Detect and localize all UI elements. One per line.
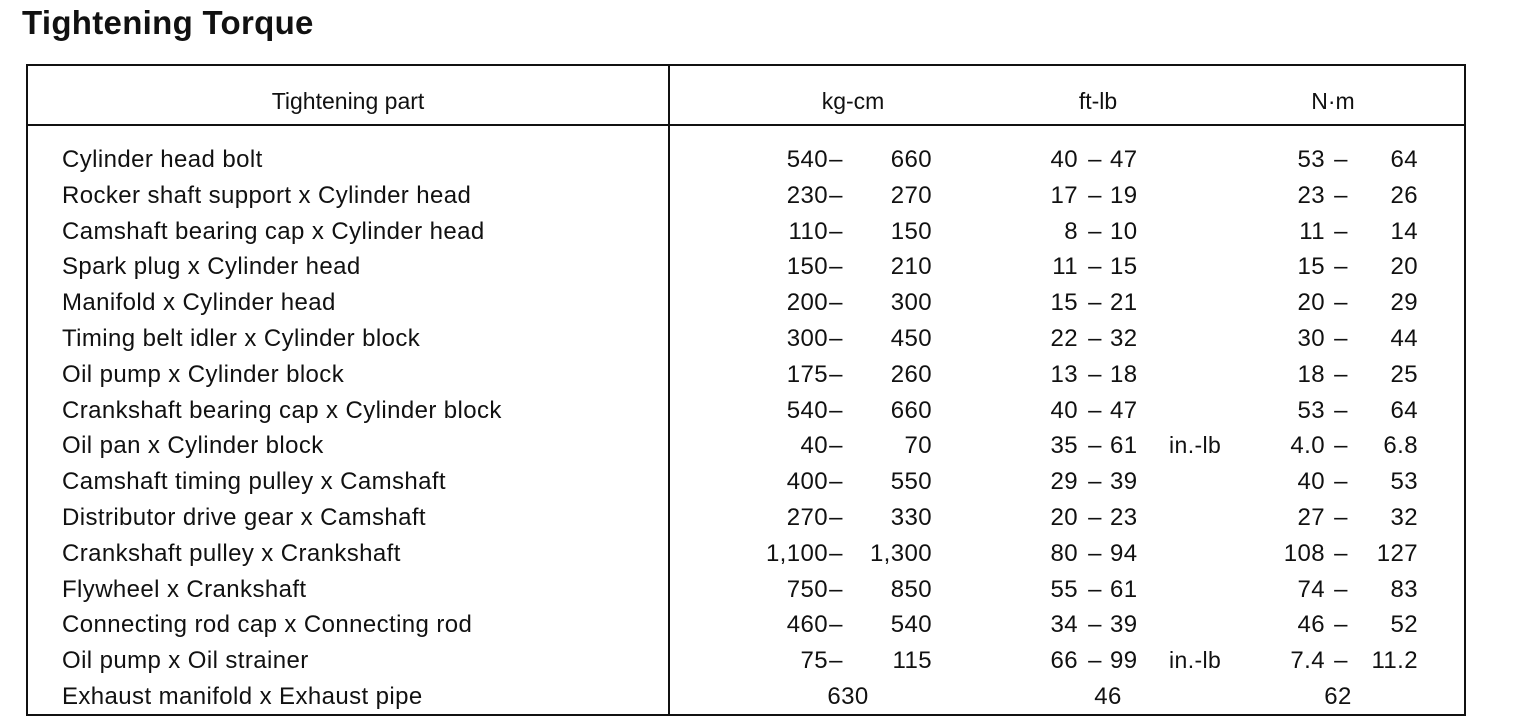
kg-cm-max: 300: [890, 289, 932, 317]
n-m-max: 64: [1390, 396, 1418, 424]
range-dash: –: [1334, 253, 1348, 281]
torque-table: [26, 64, 1466, 716]
tightening-part-name: Crankshaft bearing cap x Cylinder block: [62, 396, 502, 424]
n-m-min: 46: [1297, 611, 1325, 639]
n-m-value: 62: [1324, 682, 1352, 710]
ft-lb-min: 34: [1050, 611, 1078, 639]
kg-cm-min: 175: [786, 360, 828, 388]
table-row: [28, 468, 1464, 504]
range-dash: –: [829, 217, 843, 245]
range-dash: –: [829, 611, 843, 639]
tightening-part-name: Camshaft bearing cap x Cylinder head: [62, 217, 485, 245]
n-m-min: 53: [1297, 396, 1325, 424]
table-row: [28, 361, 1464, 397]
kg-cm-max: 1,300: [869, 539, 932, 567]
table-row: [28, 576, 1464, 612]
kg-cm-max: 150: [890, 217, 932, 245]
range-dash: –: [1334, 181, 1348, 209]
range-dash: –: [1334, 503, 1348, 531]
ft-lb-min: 66: [1050, 647, 1078, 675]
range-dash: –: [829, 432, 843, 460]
ft-lb-max: 99: [1110, 647, 1138, 675]
ft-lb-unit-note: in.-lb: [1169, 647, 1222, 674]
range-dash: –: [1088, 432, 1102, 460]
tightening-part-name: Timing belt idler x Cylinder block: [62, 324, 421, 352]
header-kg-cm: kg-cm: [821, 88, 885, 114]
tightening-part-name: Connecting rod cap x Connecting rod: [62, 611, 473, 639]
table-row: [28, 683, 1464, 719]
tightening-part-name: Cylinder head bolt: [62, 146, 263, 173]
ft-lb-min: 20: [1050, 503, 1078, 531]
tightening-part-name: Crankshaft pulley x Crankshaft: [62, 539, 401, 567]
header-divider: [28, 124, 1464, 126]
kg-cm-value: 630: [827, 682, 869, 710]
range-dash: –: [1088, 289, 1102, 317]
table-row: [28, 647, 1464, 683]
n-m-max: 6.8: [1383, 432, 1418, 460]
n-m-min: 7.4: [1290, 647, 1325, 675]
range-dash: –: [1334, 146, 1348, 173]
n-m-max: 53: [1390, 468, 1418, 496]
kg-cm-min: 540: [786, 146, 828, 173]
range-dash: –: [829, 647, 843, 675]
range-dash: –: [1334, 396, 1348, 424]
ft-lb-min: 8: [1064, 217, 1078, 245]
range-dash: –: [829, 468, 843, 496]
range-dash: –: [829, 575, 843, 603]
kg-cm-min: 400: [786, 468, 828, 496]
kg-cm-min: 1,100: [765, 539, 828, 567]
n-m-min: 30: [1297, 324, 1325, 352]
n-m-max: 44: [1390, 324, 1418, 352]
range-dash: –: [1334, 289, 1348, 317]
table-row: [28, 289, 1464, 325]
kg-cm-max: 660: [890, 396, 932, 424]
n-m-min: 108: [1283, 539, 1325, 567]
kg-cm-max: 115: [892, 647, 932, 675]
ft-lb-min: 80: [1050, 539, 1078, 567]
n-m-min: 15: [1297, 253, 1325, 281]
n-m-min: 20: [1297, 289, 1325, 317]
range-dash: –: [1334, 647, 1348, 675]
ft-lb-max: 15: [1110, 253, 1138, 281]
range-dash: –: [1088, 217, 1102, 245]
ft-lb-max: 21: [1110, 289, 1138, 317]
kg-cm-min: 460: [786, 611, 828, 639]
range-dash: –: [1088, 539, 1102, 567]
kg-cm-min: 270: [786, 503, 828, 531]
ft-lb-min: 40: [1050, 396, 1078, 424]
kg-cm-min: 750: [786, 575, 828, 603]
ft-lb-max: 19: [1110, 181, 1138, 209]
range-dash: –: [829, 503, 843, 531]
kg-cm-max: 270: [890, 181, 932, 209]
header-n-m: N·m: [1311, 88, 1355, 114]
range-dash: –: [1088, 503, 1102, 531]
ft-lb-max: 94: [1110, 539, 1138, 567]
range-dash: –: [1088, 468, 1102, 496]
range-dash: –: [1088, 360, 1102, 388]
kg-cm-min: 75: [800, 647, 828, 675]
kg-cm-max: 450: [890, 324, 932, 352]
n-m-max: 64: [1390, 146, 1418, 173]
ft-lb-value: 46: [1094, 682, 1122, 710]
range-dash: –: [829, 181, 843, 209]
range-dash: –: [1088, 253, 1102, 281]
range-dash: –: [1334, 468, 1348, 496]
range-dash: –: [1088, 575, 1102, 603]
page-title: Tightening Torque: [22, 4, 314, 41]
range-dash: –: [829, 324, 843, 352]
kg-cm-max: 550: [890, 468, 932, 496]
n-m-max: 29: [1390, 289, 1418, 317]
tightening-part-name: Camshaft timing pulley x Camshaft: [62, 468, 447, 496]
range-dash: –: [1334, 432, 1348, 460]
n-m-max: 52: [1390, 611, 1418, 639]
table-row: [28, 432, 1464, 468]
kg-cm-max: 660: [890, 146, 932, 173]
ft-lb-unit-note: in.-lb: [1169, 432, 1222, 459]
range-dash: –: [1088, 396, 1102, 424]
kg-cm-min: 150: [786, 253, 828, 281]
tightening-part-name: Oil pump x Cylinder block: [62, 360, 345, 388]
kg-cm-min: 110: [788, 217, 828, 245]
n-m-max: 11.2: [1371, 647, 1418, 675]
range-dash: –: [829, 360, 843, 388]
ft-lb-max: 61: [1110, 575, 1138, 603]
n-m-min: 4.0: [1290, 432, 1325, 460]
n-m-min: 11: [1299, 217, 1325, 245]
ft-lb-min: 40: [1050, 146, 1078, 173]
table-row: [28, 218, 1464, 254]
range-dash: –: [1334, 575, 1348, 603]
ft-lb-min: 29: [1050, 468, 1078, 496]
kg-cm-min: 540: [786, 396, 828, 424]
kg-cm-max: 330: [890, 503, 932, 531]
table-row: [28, 146, 1464, 182]
kg-cm-max: 260: [890, 360, 932, 388]
range-dash: –: [829, 253, 843, 281]
ft-lb-max: 23: [1110, 503, 1138, 531]
ft-lb-max: 18: [1110, 360, 1138, 388]
range-dash: –: [829, 146, 843, 173]
range-dash: –: [1088, 324, 1102, 352]
tightening-part-name: Exhaust manifold x Exhaust pipe: [62, 682, 423, 710]
ft-lb-max: 32: [1110, 324, 1138, 352]
header-ft-lb: ft-lb: [1078, 88, 1118, 114]
ft-lb-max: 47: [1110, 146, 1138, 173]
range-dash: –: [1088, 611, 1102, 639]
header-tightening-part: Tightening part: [271, 88, 425, 114]
ft-lb-max: 10: [1110, 217, 1138, 245]
n-m-max: 25: [1390, 360, 1418, 388]
range-dash: –: [829, 539, 843, 567]
table-row: [28, 182, 1464, 218]
tightening-part-name: Distributor drive gear x Camshaft: [62, 503, 426, 531]
table-row: [28, 397, 1464, 433]
ft-lb-min: 35: [1050, 432, 1078, 460]
range-dash: –: [1334, 611, 1348, 639]
range-dash: –: [829, 396, 843, 424]
kg-cm-min: 300: [786, 324, 828, 352]
ft-lb-min: 22: [1050, 324, 1078, 352]
n-m-max: 83: [1390, 575, 1418, 603]
kg-cm-max: 540: [890, 611, 932, 639]
table-row: [28, 540, 1464, 576]
n-m-max: 32: [1390, 503, 1418, 531]
range-dash: –: [1088, 647, 1102, 675]
range-dash: –: [1334, 539, 1348, 567]
tightening-part-name: Oil pan x Cylinder block: [62, 432, 324, 460]
tightening-part-name: Spark plug x Cylinder head: [62, 253, 361, 281]
range-dash: –: [1334, 324, 1348, 352]
ft-lb-max: 39: [1110, 611, 1138, 639]
range-dash: –: [1088, 146, 1102, 173]
n-m-max: 127: [1376, 539, 1418, 567]
range-dash: –: [1088, 181, 1102, 209]
table-row: [28, 253, 1464, 289]
n-m-max: 20: [1390, 253, 1418, 281]
n-m-min: 27: [1297, 503, 1325, 531]
tightening-part-name: Rocker shaft support x Cylinder head: [62, 181, 472, 209]
table-row: [28, 611, 1464, 647]
tightening-part-name: Flywheel x Crankshaft: [62, 575, 307, 603]
tightening-part-name: Oil pump x Oil strainer: [62, 647, 309, 675]
ft-lb-min: 11: [1052, 253, 1078, 281]
n-m-min: 18: [1297, 360, 1325, 388]
n-m-max: 14: [1390, 217, 1418, 245]
kg-cm-max: 210: [890, 253, 932, 281]
range-dash: –: [1334, 217, 1348, 245]
ft-lb-min: 17: [1050, 181, 1078, 209]
ft-lb-min: 55: [1050, 575, 1078, 603]
ft-lb-max: 47: [1110, 396, 1138, 424]
ft-lb-max: 61: [1110, 432, 1138, 460]
range-dash: –: [829, 289, 843, 317]
kg-cm-min: 40: [800, 432, 828, 460]
n-m-max: 26: [1390, 181, 1418, 209]
kg-cm-max: 70: [904, 432, 932, 460]
tightening-part-name: Manifold x Cylinder head: [62, 289, 336, 317]
n-m-min: 74: [1297, 575, 1325, 603]
n-m-min: 40: [1297, 468, 1325, 496]
n-m-min: 53: [1297, 146, 1325, 173]
range-dash: –: [1334, 360, 1348, 388]
n-m-min: 23: [1297, 181, 1325, 209]
table-body: [28, 146, 1464, 719]
ft-lb-min: 13: [1050, 360, 1078, 388]
table-row: [28, 504, 1464, 540]
kg-cm-min: 230: [786, 181, 828, 209]
ft-lb-min: 15: [1050, 289, 1078, 317]
kg-cm-max: 850: [890, 575, 932, 603]
table-row: [28, 325, 1464, 361]
ft-lb-max: 39: [1110, 468, 1138, 496]
kg-cm-min: 200: [786, 289, 828, 317]
